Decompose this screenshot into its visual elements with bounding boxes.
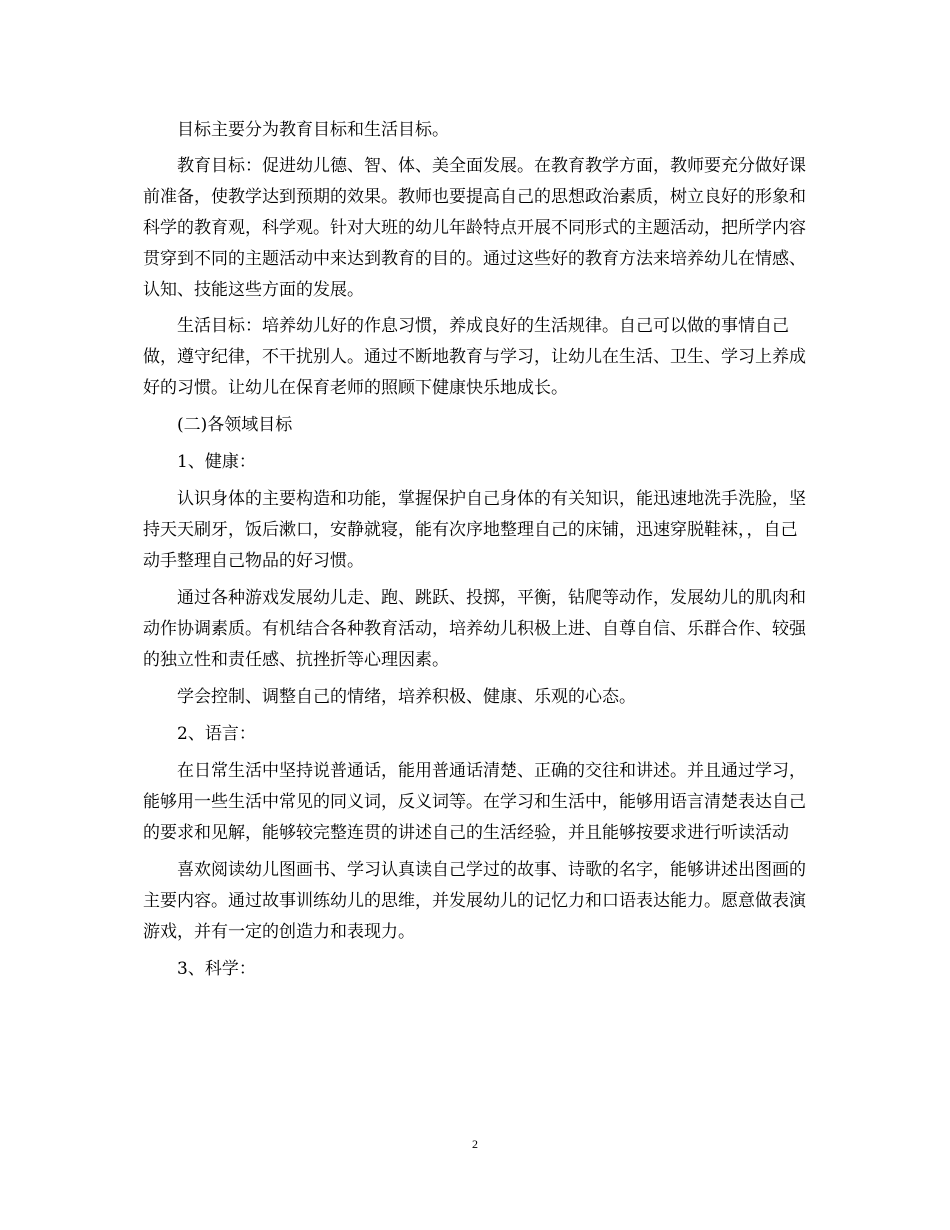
paragraph-health-body: 认识身体的主要构造和功能，掌握保护自己身体的有关知识，能迅速地洗手洗脸，坚持天天刷牙，饭后漱口，安静就寝，能有次序地整理自己的床铺，迅速穿脱鞋袜，，自己动手整理自己物品的好习惯。 <box>143 489 806 571</box>
paragraph-life-goal: 生活目标：培养幼儿好的作息习惯，养成良好的生活规律。自己可以做的事情自己做，遵守纪律，不干扰别人。通过不断地教育与学习，让幼儿在生活、卫生、学习上养成好的习惯。让幼儿在保育老师的照顾下健康快乐地成长。 <box>143 316 806 398</box>
paragraph-health-emotion: 学会控制、调整自己的情绪，培养积极、健康、乐观的心态。 <box>177 687 636 707</box>
paragraph-language-reading: 喜欢阅读幼儿图画书、学习认真读自己学过的故事、诗歌的名字，能够讲述出图画的主要内容。通过故事训练幼儿的思维，并发展幼儿的记忆力和口语表达能力。愿意做表演游戏，并有一定的创造力和表现力。 <box>143 860 806 942</box>
heading-language: 2、语言： <box>177 724 256 744</box>
heading-domain-goals: (二)各领域目标 <box>177 415 293 435</box>
paragraph-intro: 目标主要分为教育目标和生活目标。 <box>177 120 449 140</box>
heading-science: 3、科学： <box>177 959 256 979</box>
body-text <box>143 115 813 985</box>
paragraph-language-speaking: 在日常生活中坚持说普通话，能用普通话清楚、正确的交往和讲述。并且通过学习，能够用一些生活中常见的同义词，反义词等。在学习和生活中，能够用语言清楚表达自己的要求和见解，能够较完整连贯的讲述自己的生活经验，并且能够按要求进行听读活动 <box>143 761 806 843</box>
paragraph-education-goal: 教育目标：促进幼儿德、智、体、美全面发展。在教育教学方面，教师要充分做好课前准备，使教学达到预期的效果。教师也要提高自己的思想政治素质，树立良好的形象和科学的教育观，科学观。针对大班的幼儿年龄特点开展不同形式的主题活动，把所学内容贯穿到不同的主题活动中来达到教育的目的。通过这些好的教育方法来培养幼儿在情感、认知、技能这些方面的发展。 <box>143 156 806 300</box>
paragraph-health-games: 通过各种游戏发展幼儿走、跑、跳跃、投掷，平衡，钻爬等动作，发展幼儿的肌肉和动作协调素质。有机结合各种教育活动，培养幼儿积极上进、自尊自信、乐群合作、较强的独立性和责任感、抗挫折等心理因素。 <box>143 588 806 670</box>
page-number: 2 <box>472 1137 478 1151</box>
heading-health: 1、健康： <box>177 452 256 472</box>
